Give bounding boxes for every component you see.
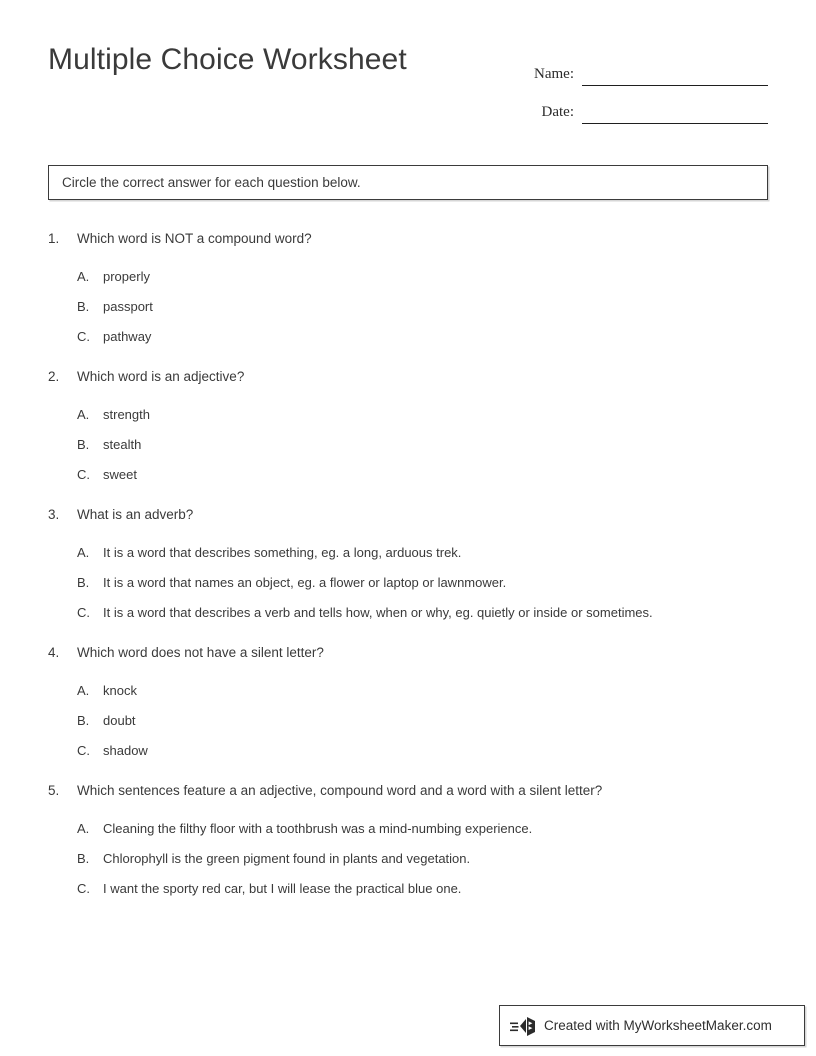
name-field-row — [516, 48, 768, 86]
option-row[interactable] — [77, 813, 768, 843]
date-input-line[interactable] — [582, 101, 768, 124]
question-block — [48, 505, 768, 627]
name-field-label: Name: — [534, 66, 574, 82]
question-row — [48, 643, 768, 663]
options-list — [48, 813, 768, 903]
date-field-label: Date: — [541, 104, 574, 120]
option-text[interactable]: Chlorophyll is the green pigment found in plants and vegetation. — [103, 850, 471, 866]
option-text[interactable]: pathway — [103, 328, 152, 344]
options-list — [48, 261, 768, 351]
option-text[interactable]: passport — [103, 298, 153, 314]
option-row[interactable] — [77, 843, 768, 873]
option-letter[interactable]: C. — [77, 328, 90, 344]
question-block — [48, 643, 768, 765]
question-row — [48, 505, 768, 525]
option-row[interactable] — [77, 429, 768, 459]
option-letter[interactable]: B. — [77, 574, 90, 590]
option-letter[interactable]: C. — [77, 466, 90, 482]
name-date-fields — [516, 48, 768, 124]
question-text: Which word is NOT a compound word? — [77, 231, 312, 246]
option-letter[interactable]: C. — [77, 742, 90, 758]
option-row[interactable] — [77, 291, 768, 321]
question-text: Which word is an adjective? — [77, 369, 245, 384]
question-number: 5. — [48, 783, 60, 798]
option-text[interactable]: knock — [103, 682, 137, 698]
questions-list — [48, 229, 768, 919]
created-with-badge[interactable] — [499, 1005, 805, 1046]
option-text[interactable]: shadow — [103, 742, 148, 758]
options-list — [48, 399, 768, 489]
created-with-label: Created with MyWorksheetMaker.com — [544, 1017, 772, 1033]
option-row[interactable] — [77, 873, 768, 903]
option-row[interactable] — [77, 597, 768, 627]
question-number: 1. — [48, 231, 60, 246]
option-text[interactable]: Cleaning the filthy floor with a toothbrush was a mind-numbing experience. — [103, 820, 533, 836]
date-field-row — [516, 86, 768, 124]
question-number: 2. — [48, 369, 60, 384]
myworksheetmaker-logo-icon — [510, 1015, 544, 1037]
question-text: Which sentences feature a an adjective, compound word and a word with a silent letter? — [77, 783, 603, 798]
option-letter[interactable]: B. — [77, 850, 90, 866]
option-letter[interactable]: A. — [77, 544, 90, 560]
question-block — [48, 229, 768, 351]
instruction-box — [48, 165, 768, 200]
option-row[interactable] — [77, 321, 768, 351]
question-block — [48, 781, 768, 903]
option-text[interactable]: It is a word that names an object, eg. a flower or laptop or lawnmower. — [103, 574, 507, 590]
question-row — [48, 781, 768, 801]
option-text[interactable]: It is a word that describes something, eg. a long, arduous trek. — [103, 544, 462, 560]
instruction-text: Circle the correct answer for each question below. — [62, 174, 361, 190]
question-text: What is an adverb? — [77, 507, 194, 522]
option-letter[interactable]: A. — [77, 682, 90, 698]
option-letter[interactable]: C. — [77, 880, 90, 896]
option-row[interactable] — [77, 399, 768, 429]
options-list — [48, 675, 768, 765]
question-number: 4. — [48, 645, 60, 660]
option-row[interactable] — [77, 459, 768, 489]
question-number: 3. — [48, 507, 60, 522]
option-text[interactable]: sweet — [103, 466, 137, 482]
options-list — [48, 537, 768, 627]
option-letter[interactable]: B. — [77, 712, 90, 728]
option-row[interactable] — [77, 735, 768, 765]
option-row[interactable] — [77, 675, 768, 705]
option-letter[interactable]: A. — [77, 406, 90, 422]
option-text[interactable]: It is a word that describes a verb and tells how, when or why, eg. quietly or inside or sometimes. — [103, 604, 653, 620]
option-row[interactable] — [77, 537, 768, 567]
option-letter[interactable]: A. — [77, 820, 90, 836]
name-input-line[interactable] — [582, 63, 768, 86]
question-text: Which word does not have a silent letter? — [77, 645, 324, 660]
option-text[interactable]: strength — [103, 406, 150, 422]
worksheet-header — [48, 42, 768, 120]
question-row — [48, 229, 768, 249]
option-row[interactable] — [77, 567, 768, 597]
option-row[interactable] — [77, 705, 768, 735]
option-text[interactable]: properly — [103, 268, 150, 284]
option-text[interactable]: stealth — [103, 436, 142, 452]
option-letter[interactable]: C. — [77, 604, 90, 620]
page-title: Multiple Choice Worksheet — [48, 43, 407, 76]
option-text[interactable]: doubt — [103, 712, 136, 728]
option-letter[interactable]: B. — [77, 436, 90, 452]
question-block — [48, 367, 768, 489]
option-letter[interactable]: A. — [77, 268, 90, 284]
option-row[interactable] — [77, 261, 768, 291]
option-letter[interactable]: B. — [77, 298, 90, 314]
question-row — [48, 367, 768, 387]
option-text[interactable]: I want the sporty red car, but I will lease the practical blue one. — [103, 880, 462, 896]
